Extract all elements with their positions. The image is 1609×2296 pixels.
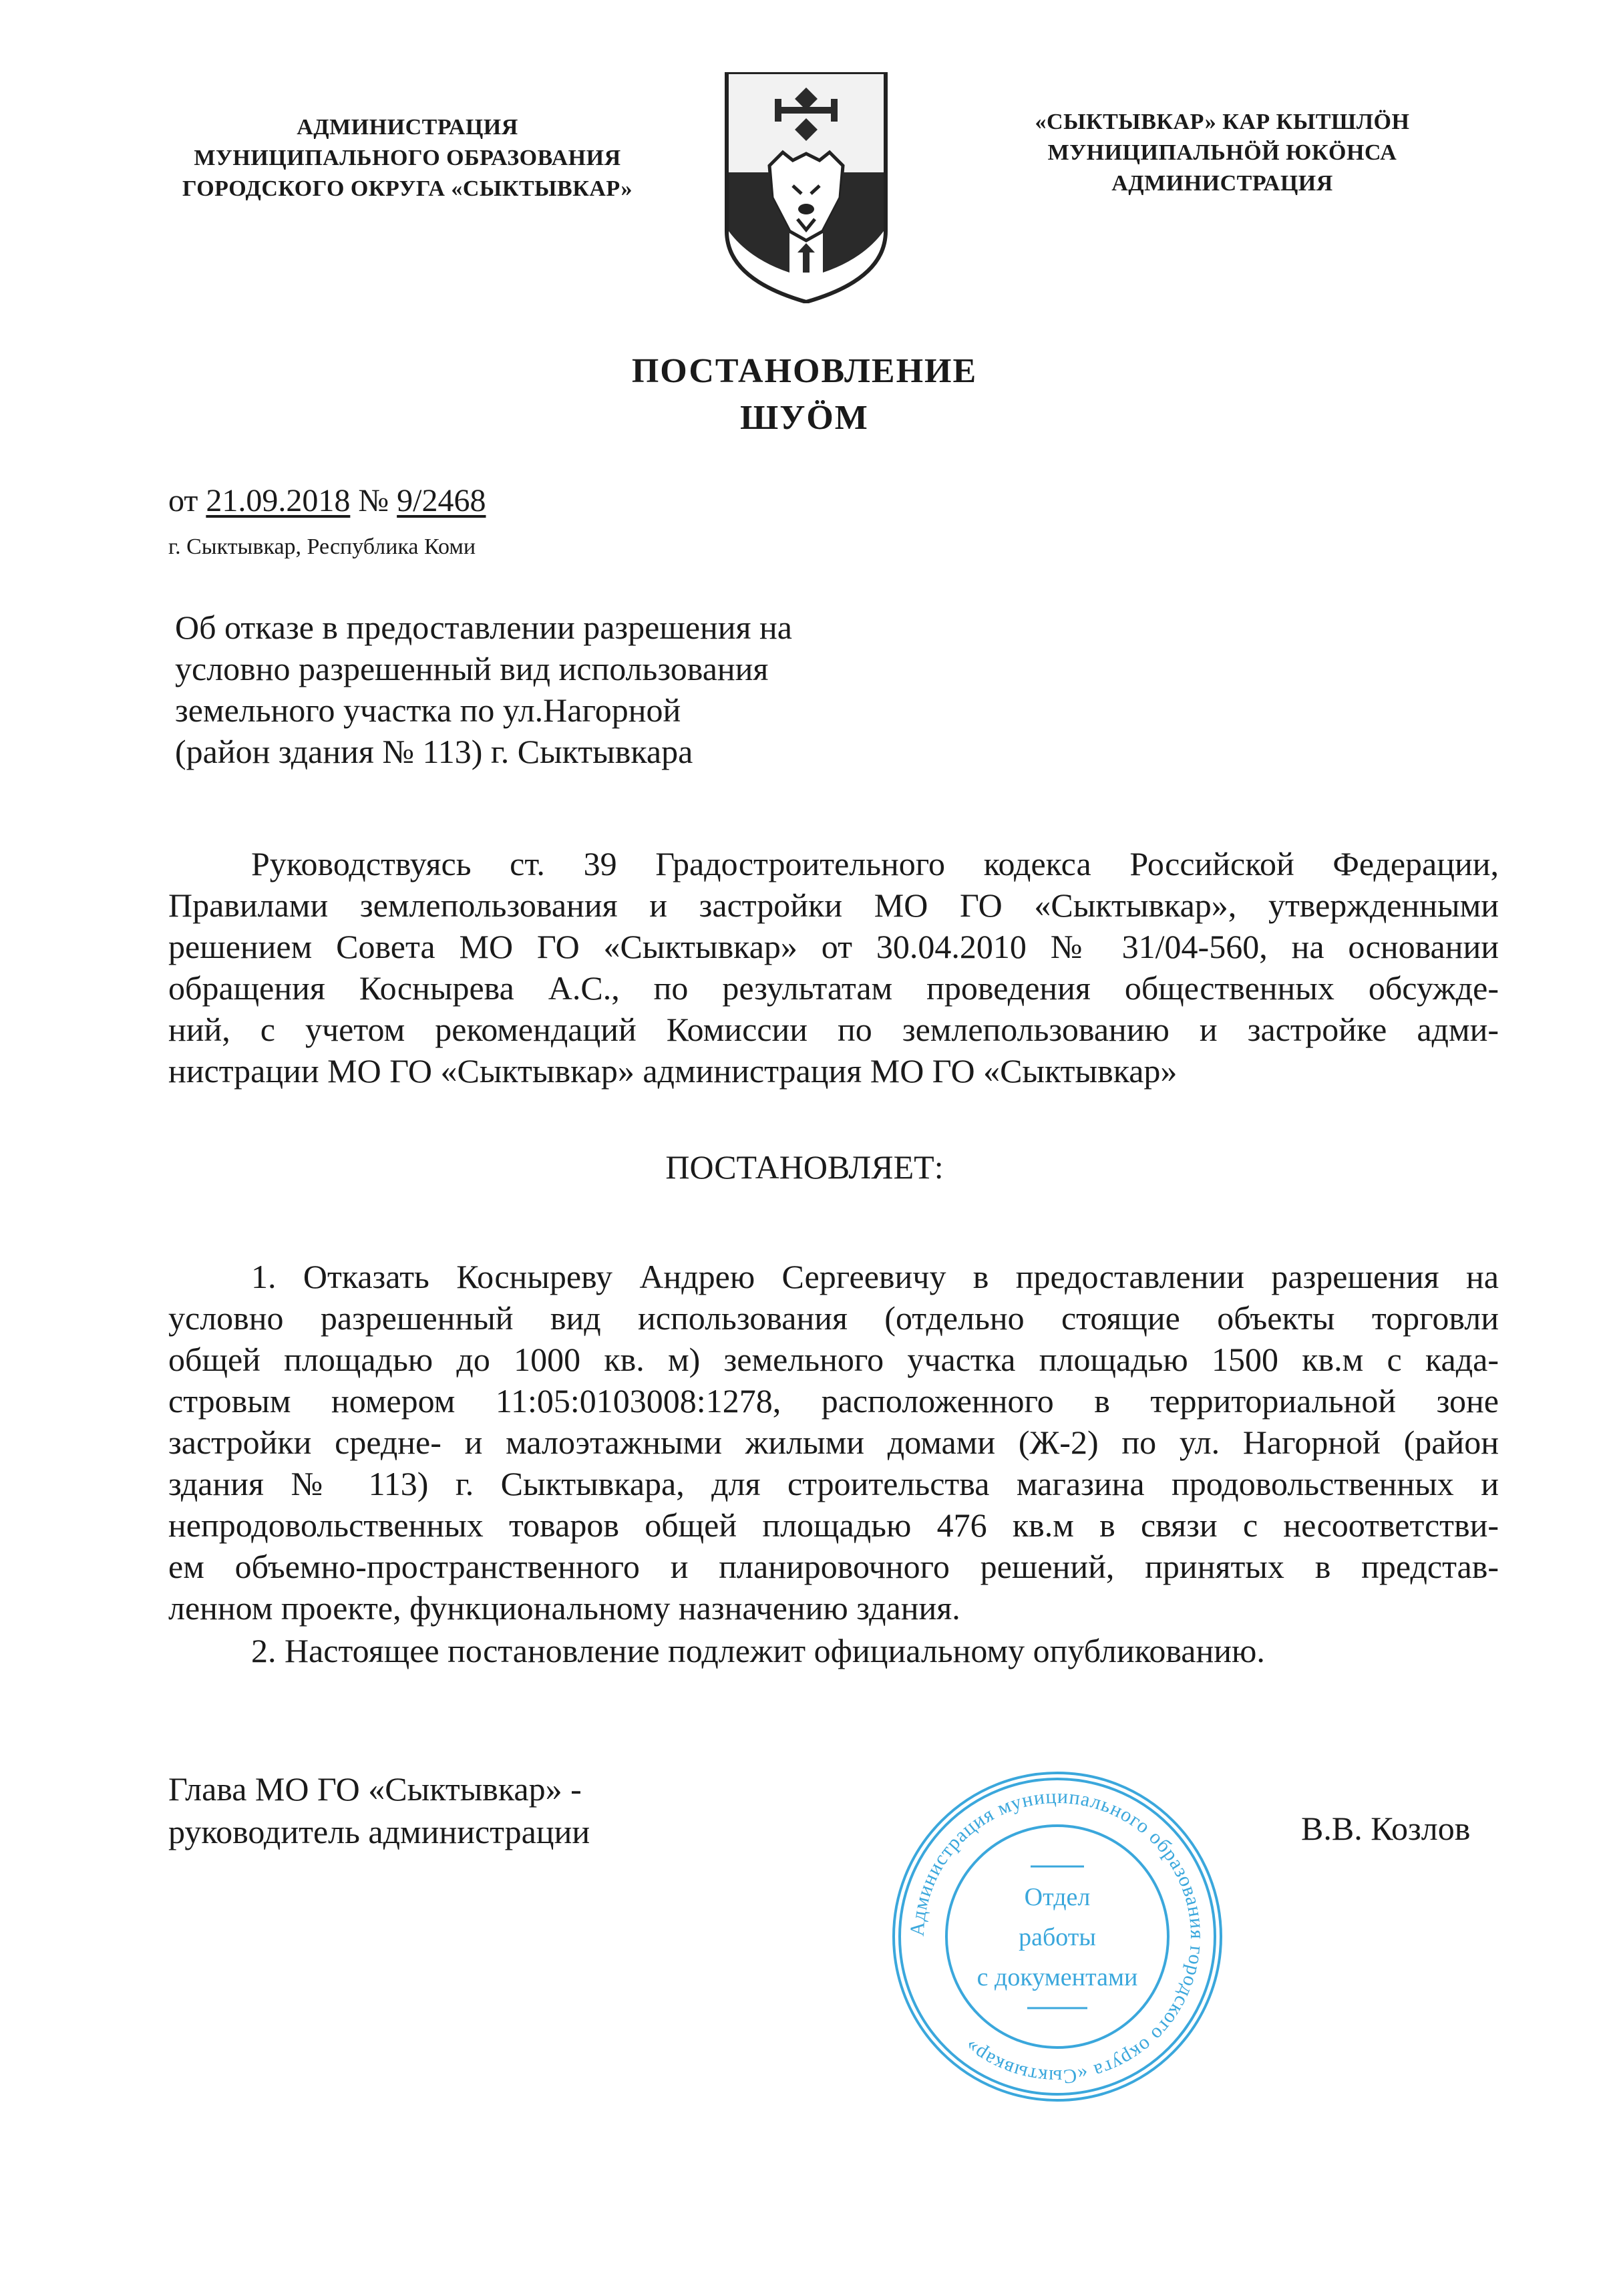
resolution-item-2 xyxy=(168,1630,1499,1671)
document-type-title-komi: ШУÖМ xyxy=(740,399,869,437)
stamp-center-line: работы xyxy=(1019,1923,1096,1951)
subject-line: условно разрешенный вид использования xyxy=(175,650,769,687)
subject-line: (район здания № 113) г. Сыктывкара xyxy=(175,733,693,770)
header-left-line: МУНИЦИПАЛЬНОГО ОБРАЗОВАНИЯ xyxy=(194,146,621,170)
header-right-organization xyxy=(948,107,1496,199)
preamble-line: обращения Коснырева А.С., по результатам проведения общественных обсужде- xyxy=(168,969,1499,1007)
signer-position-line: руководитель администрации xyxy=(168,1813,590,1850)
office-stamp xyxy=(887,1766,1228,2107)
preamble-line: ний, с учетом рекомендаций Комиссии по землепользованию и застройке адми- xyxy=(168,1011,1499,1048)
place-of-issue: г. Сыктывкар, Республика Коми xyxy=(168,534,476,559)
item-line: 1. Отказать Коснырeву Андрею Сергеевичу в предоставлении разрешения на xyxy=(251,1258,1499,1295)
header-right-line: «СЫКТЫВКАР» КАР КЫТШЛÖН xyxy=(1035,110,1410,134)
item-line: условно разрешенный вид использования (отдельно стоящие объекты торговли xyxy=(168,1299,1499,1337)
item-line: общей площадью до 1000 кв. м) земельного участка площадью 1500 кв.м с када- xyxy=(168,1341,1499,1378)
item-line: стровым номером 11:05:0103008:1278, расположенного в территориальной зоне xyxy=(168,1382,1499,1420)
signer-position-line: Глава МО ГО «Сыктывкар» - xyxy=(168,1770,582,1808)
header-left-line: ГОРОДСКОГО ОКРУГА «СЫКТЫВКАР» xyxy=(182,176,633,201)
subject-line: Об отказе в предоставлении разрешения на xyxy=(175,609,792,646)
date-prefix: от xyxy=(168,483,198,518)
date-number-line xyxy=(168,482,486,519)
preamble-line: решением Совета МО ГО «Сыктывкар» от 30.04.2010 № 31/04-560, на основании xyxy=(168,928,1499,965)
item-line: непродовольственных товаров общей площадью 476 кв.м в связи с несоответстви- xyxy=(168,1506,1499,1544)
stamp-ring-text: Администрация муниципального образования городского округа «Сыктывкар» xyxy=(906,1785,1209,2088)
header-right-line: АДМИНИСТРАЦИЯ xyxy=(1111,171,1333,196)
preamble-line: Руководствуясь ст. 39 Градостроительного кодекса Российской Федерации, xyxy=(251,845,1499,882)
document-date: 21.09.2018 xyxy=(206,483,351,518)
signer-position xyxy=(168,1768,590,1853)
number-sign: № xyxy=(358,483,389,518)
resolves-heading: ПОСТАНОВЛЯЕТ: xyxy=(665,1148,944,1186)
document-number: 9/2468 xyxy=(397,483,486,518)
item-line: ем объемно-пространственного и планировочного решений, принятых в представ- xyxy=(168,1548,1499,1585)
preamble-line: нистрации МО ГО «Сыктывкар» администрация МО ГО «Сыктывкар» xyxy=(168,1052,1178,1090)
header-left-organization xyxy=(100,112,715,204)
document-type-title: ПОСТАНОВЛЕНИЕ xyxy=(631,352,978,390)
stamp-center-line: с документами xyxy=(976,1963,1138,1991)
signer-name: В.В. Козлов xyxy=(1301,1810,1471,1847)
document-subject xyxy=(175,607,976,772)
stamp-center-line: Отдел xyxy=(1024,1883,1091,1911)
item-line: 2. Настоящее постановление подлежит официальному опубликованию. xyxy=(251,1632,1265,1669)
item-line: застройки средне- и малоэтажными жилыми домами (Ж-2) по ул. Нагорной (район xyxy=(168,1424,1499,1461)
resolution-item-1 xyxy=(168,1256,1499,1629)
subject-line: земельного участка по ул.Нагорной xyxy=(175,691,681,729)
city-coat-of-arms-icon xyxy=(723,72,890,303)
preamble-line: Правилами землепользования и застройки МО ГО «Сыктывкар», утвержденными xyxy=(168,886,1499,924)
item-line: ленном проекте, функциональному назначению здания. xyxy=(168,1589,960,1627)
header-left-line: АДМИНИСТРАЦИЯ xyxy=(297,115,518,140)
header-right-line: МУНИЦИПАЛЬНÖЙ ЮКÖНСА xyxy=(1047,140,1397,165)
item-line: здания № 113) г. Сыктывкара, для строительства магазина продовольственных и xyxy=(168,1465,1499,1502)
preamble-paragraph xyxy=(168,843,1499,1092)
